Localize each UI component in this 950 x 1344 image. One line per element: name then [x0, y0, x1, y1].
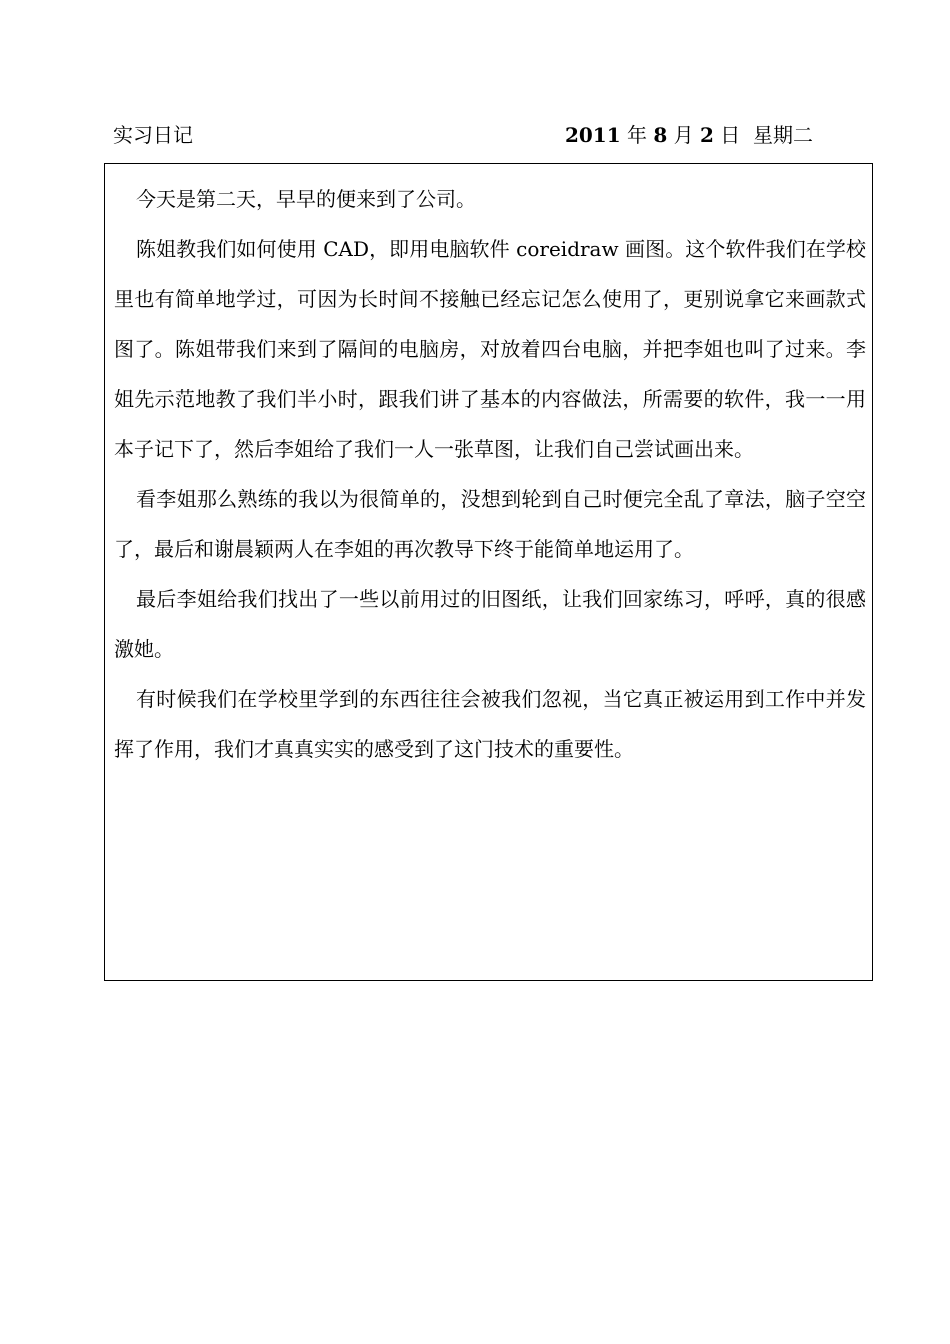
entry-paragraph: 陈姐教我们如何使用 CAD，即用电脑软件 coreidraw 画图。这个软件我们在学校里也有简单地学过，可因为长时间不接触已经忘记怎么使用了，更别说拿它来画款式图了。陈姐带我们来到了隔间的电脑房，对放着四台电脑，并把李姐也叫了过来。李姐先示范地教了我们半小时，跟我们讲了基本的内容做法，所需要的软件，我一一用本子记下了，然后李姐给了我们一人一张草图，让我们自己尝试画出来。 [114, 237, 866, 461]
entry-paragraph: 看李姐那么熟练的我以为很简单的，没想到轮到自己时便完全乱了章法，脑子空空了，最后和谢晨颖两人在李姐的再次教导下终于能简单地运用了。 [114, 487, 866, 561]
date-day: 2 [700, 123, 714, 147]
date-month-unit: 月 [673, 123, 694, 147]
date-day-unit: 日 [720, 123, 741, 147]
diary-date [565, 120, 813, 150]
date-year-unit: 年 [627, 123, 647, 147]
entry-paragraph: 最后李姐给我们找出了一些以前用过的旧图纸，让我们回家练习，呼呼，真的很感激她。 [114, 587, 866, 661]
date-month: 8 [653, 123, 668, 147]
date-weekday: 星期二 [753, 123, 813, 147]
diary-header [113, 120, 813, 150]
diary-title: 实习日记 [113, 123, 193, 147]
entry-paragraph: 有时候我们在学校里学到的东西往往会被我们忽视，当它真正被运用到工作中并发挥了作用，我们才真真实实的感受到了这门技术的重要性。 [114, 687, 866, 761]
date-year: 2011 [564, 123, 621, 147]
entry-paragraph: 今天是第二天，早早的便来到了公司。 [136, 187, 476, 211]
diary-entry-body [114, 174, 866, 774]
diary-entry-box [104, 163, 873, 981]
